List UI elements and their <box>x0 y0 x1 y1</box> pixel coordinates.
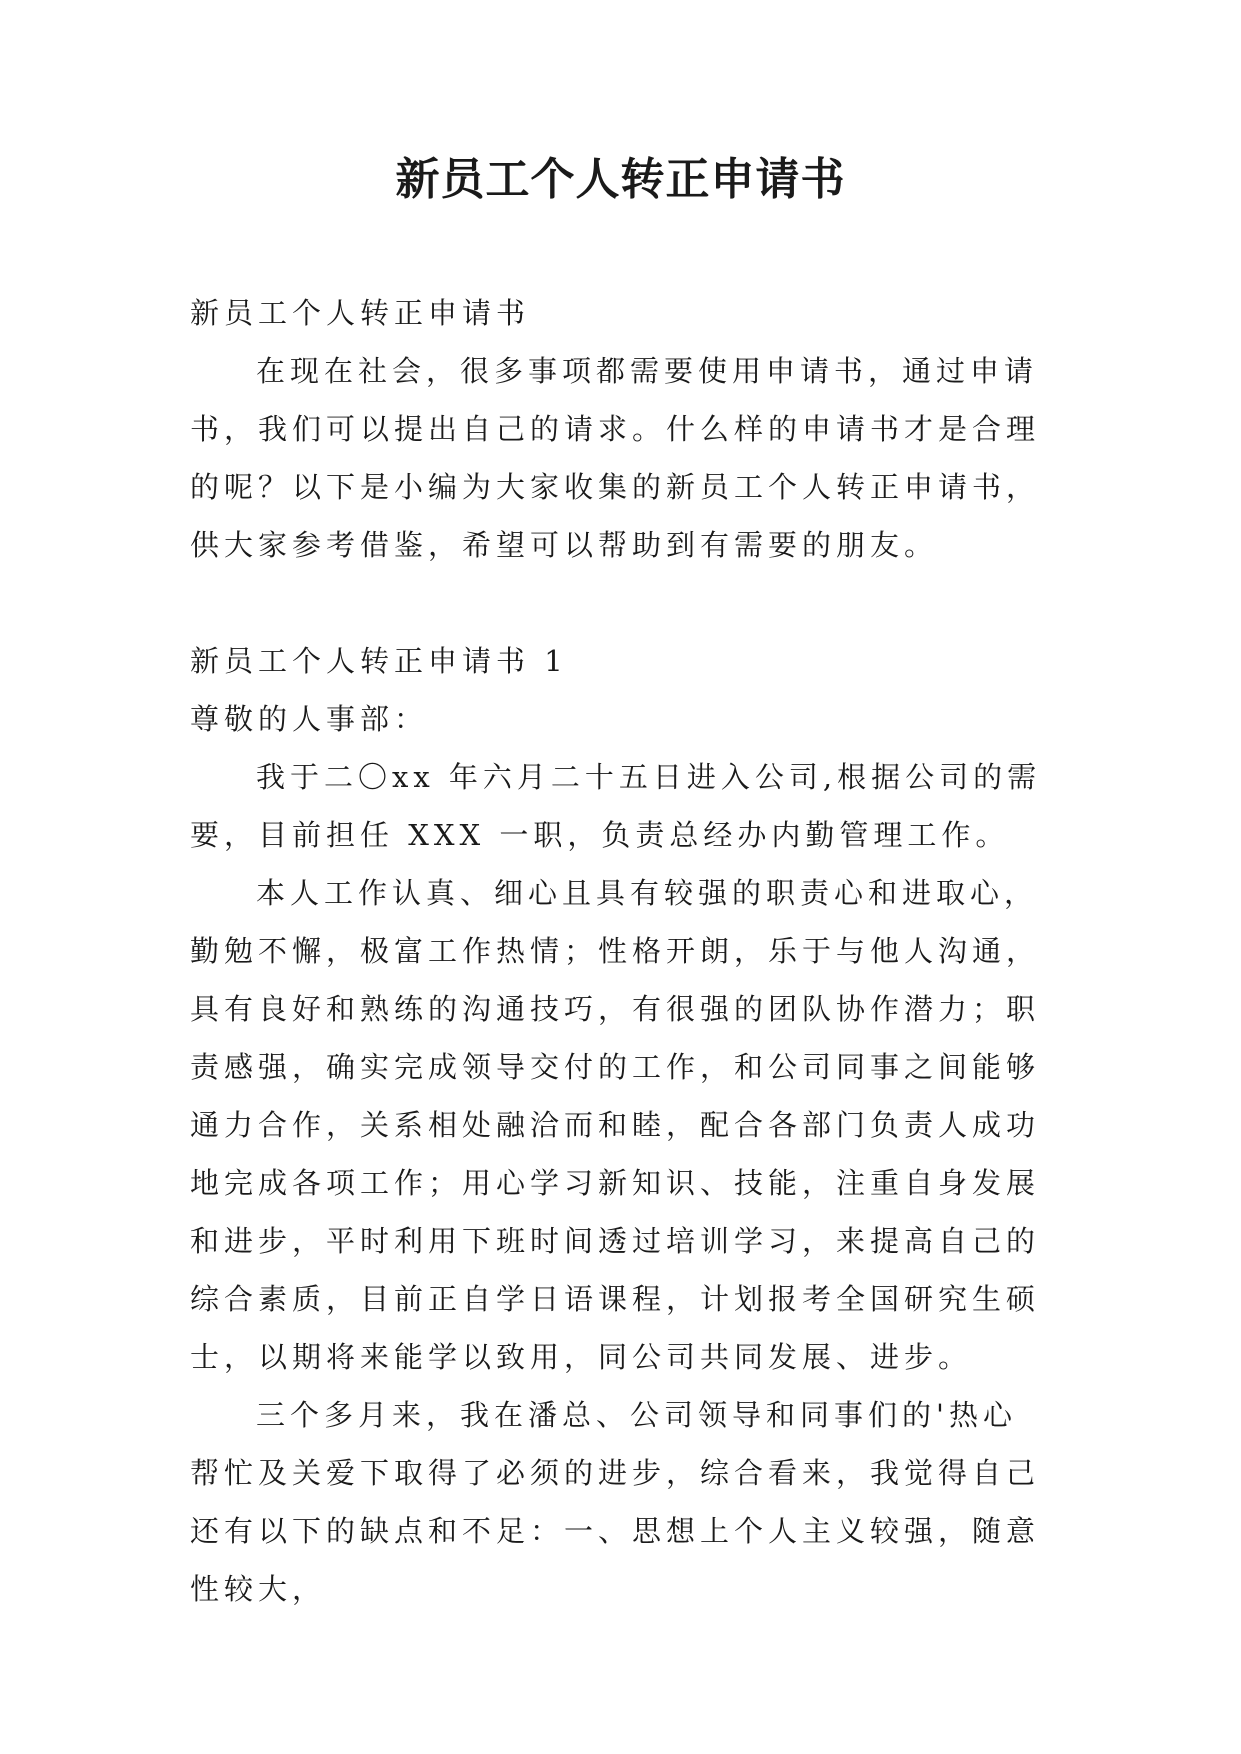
page-title: 新员工个人转正申请书 <box>395 154 846 205</box>
body-paragraph: 三个多月来，我在潘总、公司领导和同事们的'热心帮忙及关爱下取得了必须的进步，综合看来，我觉得自己还有以下的缺点和不足：一、思想上个人主义较强，随意性较大， <box>190 1398 1041 1606</box>
letter-heading: 新员工个人转正申请书 1 <box>190 644 568 678</box>
intro-paragraph: 在现在社会，很多事项都需要使用申请书，通过申请书，我们可以提出自己的请求。什么样的申请书才是合理的呢？以下是小编为大家收集的新员工个人转正申请书，供大家参考借鉴，希望可以帮助到有需要的朋友。 <box>190 354 1041 562</box>
section-heading: 新员工个人转正申请书 <box>190 296 531 330</box>
body-paragraph: 本人工作认真、细心且具有较强的职责心和进取心，勤勉不懈，极富工作热情；性格开朗，乐于与他人沟通，具有良好和熟练的沟通技巧，有很强的团队协作潜力；职责感强，确实完成领导交付的工作，和公司同事之间能够通力合作，关系相处融洽而和睦，配合各部门负责人成功地完成各项工作；用心学习新知识、技能，注重自身发展和进步，平时利用下班时间透过培训学习，来提高自己的综合素质，目前正自学日语课程，计划报考全国研究生硕士，以期将来能学以致用，同公司共同发展、进步。 <box>190 876 1041 1374</box>
body-paragraph: 我于二〇xx 年六月二十五日进入公司,根据公司的需要，目前担任 XXX 一职，负责总经办内勤管理工作。 <box>190 760 1042 852</box>
salutation: 尊敬的人事部： <box>190 702 429 736</box>
document-body <box>190 284 1050 1618</box>
